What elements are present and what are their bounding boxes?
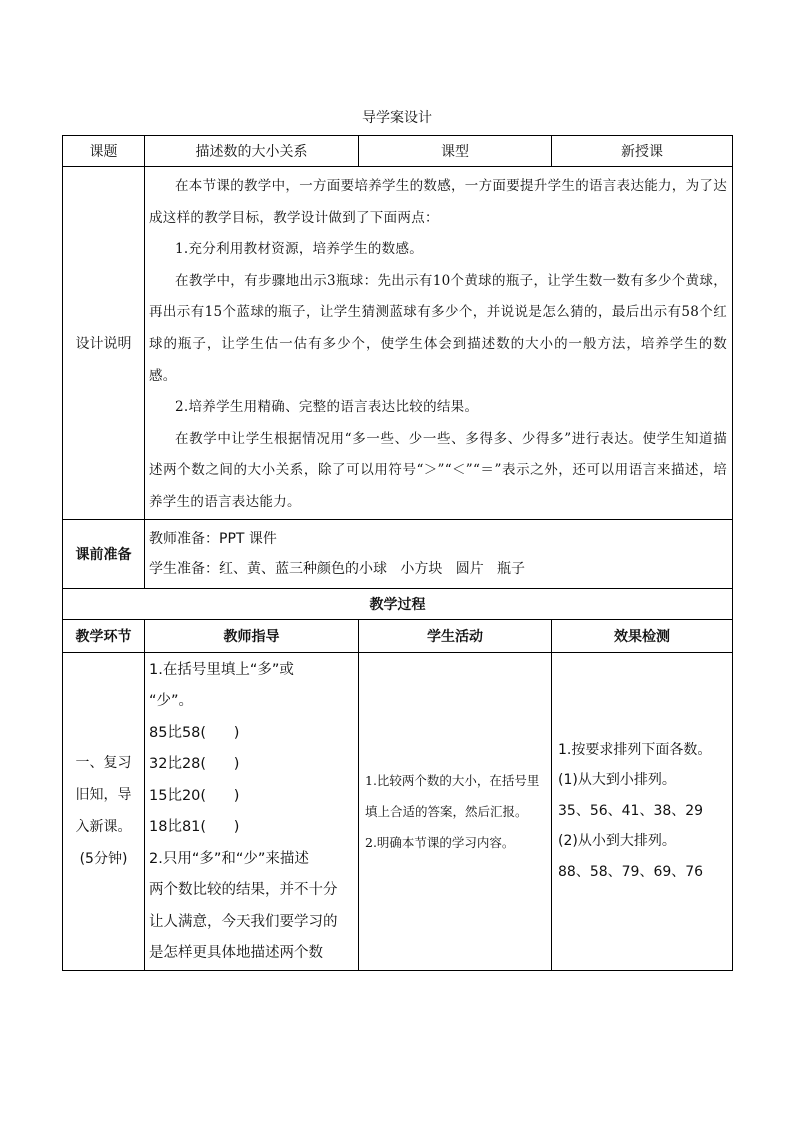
exercise-item: 85比58( ) — [149, 724, 240, 741]
design-paragraph: 1.充分利用教材资源，培养学生的数感。 — [175, 241, 424, 258]
teacher-prep: 教师准备：PPT 课件 — [149, 530, 277, 547]
topic-value: 描述数的大小关系 — [145, 136, 359, 167]
activity-item: 1.比较两个数的大小，在括号里填上合适的答案，然后汇报。 — [365, 772, 540, 819]
check-line: (1)从大到小排列。 — [558, 772, 676, 789]
step-line: 旧知，导 — [75, 787, 132, 804]
exercise-item: 18比81( ) — [149, 819, 240, 836]
design-row — [63, 167, 733, 520]
check-line: 1.按要求排列下面各数。 — [558, 741, 712, 758]
guide-line: 让人满意，今天我们要学习的 — [149, 913, 338, 930]
step-cell — [63, 652, 145, 970]
type-value: 新授课 — [552, 136, 733, 167]
step-line: 入新课。 — [75, 819, 132, 836]
exercise-item: 32比28( ) — [149, 756, 240, 773]
exercise-item: 15比20( ) — [149, 787, 240, 804]
column-header-activity: 学生活动 — [359, 619, 552, 652]
process-title: 教学过程 — [63, 588, 733, 619]
prep-label: 课前准备 — [63, 519, 145, 588]
design-paragraph: 在本节课的教学中，一方面要培养学生的数感，一方面要提升学生的语言表达能力，为了达成这样的教学目标，教学设计做到了下面两点： — [149, 178, 727, 226]
prep-row — [63, 519, 733, 588]
check-numbers: 35、56、41、38、29 — [558, 802, 704, 819]
design-paragraph: 2.培养学生用精确、完整的语言表达比较的结果。 — [175, 399, 479, 416]
guide-line: 2.只用“多”和“少”来描述 — [149, 850, 309, 867]
effect-check-cell — [552, 652, 733, 970]
column-header-step: 教学环节 — [63, 619, 145, 652]
design-description — [145, 167, 733, 520]
header-row — [63, 136, 733, 167]
student-prep: 学生准备：红、黄、蓝三种颜色的小球 小方块 圆片 瓶子 — [149, 560, 526, 577]
process-header-row — [63, 619, 733, 652]
column-header-guide: 教师指导 — [145, 619, 359, 652]
step-duration: (5分钟) — [79, 851, 128, 868]
guide-line: 1.在括号里填上“多”或 — [149, 661, 294, 678]
design-label: 设计说明 — [63, 167, 145, 520]
column-header-check: 效果检测 — [552, 619, 733, 652]
topic-label: 课题 — [63, 136, 145, 167]
guide-line: “少”。 — [149, 693, 194, 710]
teacher-guide-cell — [145, 652, 359, 970]
student-activity-cell — [359, 652, 552, 970]
process-row — [63, 652, 733, 970]
type-label: 课型 — [359, 136, 552, 167]
page-title: 导学案设计 — [362, 110, 432, 126]
guide-line: 两个数比较的结果，并不十分 — [149, 882, 338, 899]
process-title-row — [63, 588, 733, 619]
design-paragraph: 在教学中让学生根据情况用“多一些、少一些、多得多、少得多”进行表达。使学生知道描述两个数之间的大小关系，除了可以用符号“＞”“＜”“＝”表示之外，还可以用语言来描述，培养学生的语言表达能力。 — [149, 430, 727, 510]
lesson-plan-table — [62, 135, 733, 971]
guide-line: 是怎样更具体地描述两个数 — [149, 945, 323, 962]
check-numbers: 88、58、79、69、76 — [558, 863, 704, 880]
activity-item: 2.明确本节课的学习内容。 — [365, 834, 515, 850]
step-line: 一、复习 — [75, 755, 132, 772]
check-line: (2)从小到大排列。 — [558, 833, 676, 850]
design-paragraph: 在教学中，有步骤地出示3瓶球：先出示有10个黄球的瓶子，让学生数一数有多少个黄球，再出示有15个蓝球的瓶子，让学生猜测蓝球有多少个，并说说是怎么猜的，最后出示有58个红球的瓶子，让学生估一估有多少个，使学生体会到描述数的大小的一般方法，培养学生的数感。 — [149, 272, 727, 384]
prep-content — [145, 519, 733, 588]
